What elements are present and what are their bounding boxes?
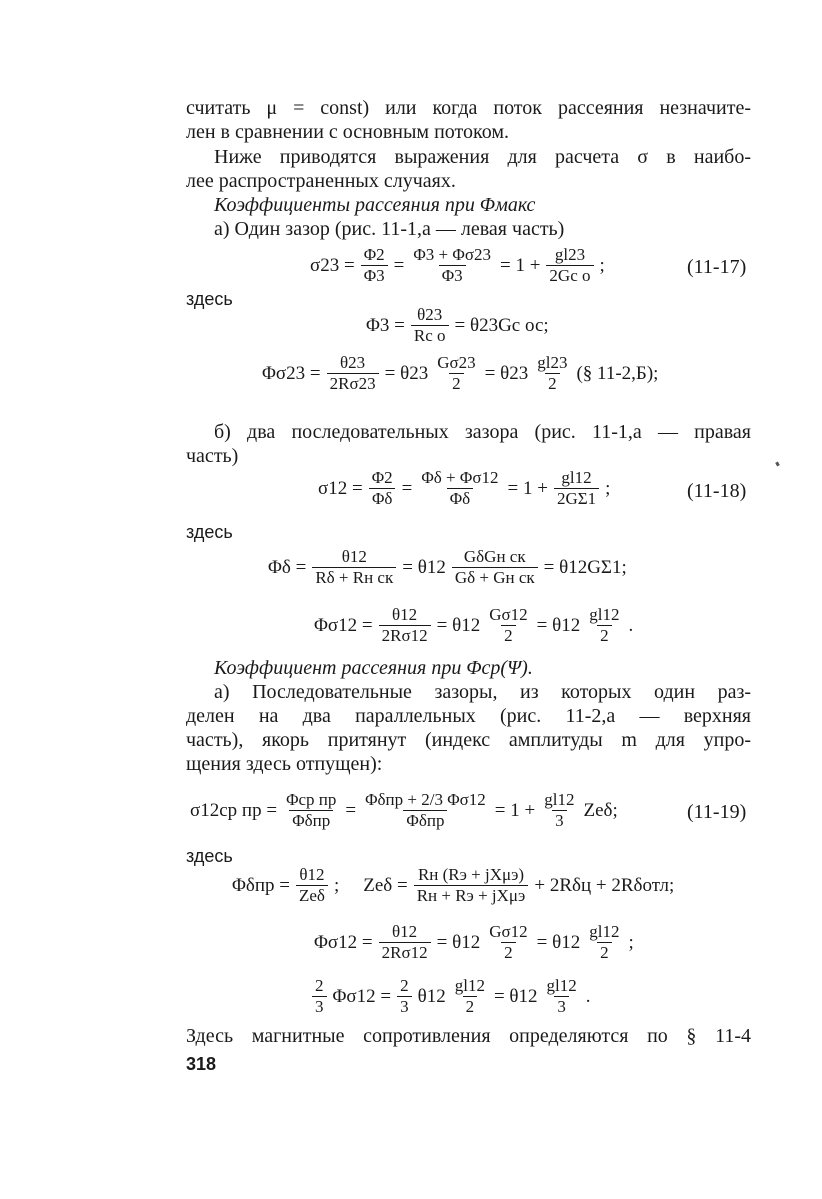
page-number: 318	[186, 1054, 217, 1074]
equation-phi3: Φ3 = $\frac{\theta 23}{\text{Rс о}}$ = θ23Gс ос;	[366, 305, 549, 345]
fraction: $\frac{gl12}{2}$	[589, 605, 620, 645]
fraction: $\frac{\text{Rн (Rэ + jXμэ)}}{\text{Rн + Rэ + jXμэ}}$	[414, 865, 529, 906]
equation-number: (11-19)	[687, 801, 747, 823]
fraction: $\frac{G\sigma 12}{2}$	[489, 605, 528, 645]
paragraph-line: лее распространенных случаях.	[186, 170, 456, 192]
fraction: $\frac{gl23}{\text{2Gс о}}$	[546, 245, 593, 286]
fraction: $\frac{\Phi 2}{\Phi 3}$	[361, 245, 388, 286]
fraction: $\frac{\Phi\delta + \Phi\sigma 12}{\Phi\delta}$	[421, 468, 499, 508]
fraction: $\frac{\text{Φδпр + 2/3 Φσ12}}{\text{Φδпр}}$	[365, 790, 486, 830]
paragraph-line: Здесь магнитные сопротивления определяются по § 11-4	[186, 1025, 751, 1047]
fraction: $\frac{\text{Φср пр}}{\text{Φδпр}}$	[286, 790, 337, 830]
case-label: часть)	[186, 445, 239, 467]
fraction: $\frac{gl12}{3}$	[546, 976, 577, 1016]
fraction: $\frac{\Phi 3 + \Phi\sigma 23}{\Phi 3}$	[413, 245, 491, 285]
fraction: $\frac{\Phi 2}{\Phi\delta}$	[369, 468, 396, 509]
paragraph-line: делен на два параллельных (рис. 11-2,а — верхняя	[186, 705, 751, 727]
equation-11-18: σ12 = $\frac{\Phi 2}{\Phi\delta}$ = $\frac{\Phi\delta + \Phi\sigma 12}{\Phi\delta}$ = 1 + $\frac{gl12}{2G\Sigma 1}$ ;	[318, 468, 611, 508]
fraction: $\frac{gl23}{2}$	[537, 353, 568, 393]
paragraph-line: лен в сравнении с основным потоком.	[186, 121, 509, 143]
section-heading: Коэффициент рассеяния при Φср(Ψ).	[214, 657, 533, 679]
paragraph-line: а) Последовательные зазоры, из которых один раз-	[214, 681, 751, 703]
equation-phi-delta: Φδ = $\frac{\theta 12}{\text{Rδ + Rн ск}}$ = θ12 $\frac{\text{GδGн ск}}{\text{Gδ + Gн ск}}$ = θ12GΣ1;	[268, 547, 627, 587]
fraction: $\frac{\text{GδGн ск}}{\text{Gδ + Gн ск}}$	[452, 547, 538, 588]
stray-mark	[775, 462, 780, 467]
equation-number: (11-18)	[687, 480, 747, 502]
fraction: $\frac{G\sigma 12}{2}$	[489, 922, 528, 962]
equation-two-thirds: $\frac{2}{3}$ Φσ12 = $\frac{2}{3}$ θ12 $\frac{gl12}{2}$ = θ12 $\frac{gl12}{3}$ .	[312, 976, 591, 1017]
equation-phi-delta-pr: Φδпр = $\frac{\theta 12}{\text{Zeδ}}$ ; Zeδ = $\frac{\text{Rн (Rэ + jXμэ)}}{\text{Rн + Rэ + jXμэ}}$ + 2Rδц + 2Rδотл;	[232, 865, 675, 905]
fraction: $\frac{\theta 23}{\text{Rс о}}$	[411, 305, 449, 346]
equation-phi-sigma-12-b: Φσ12 = $\frac{\theta 12}{2R\sigma 12}$ = θ12 $\frac{G\sigma 12}{2}$ = θ12 $\frac{gl12}{2}$ ;	[314, 922, 634, 962]
equation-phi-sigma-12: Φσ12 = $\frac{\theta 12}{2R\sigma 12}$ = θ12 $\frac{G\sigma 12}{2}$ = θ12 $\frac{gl12}{2}$ .	[314, 605, 634, 645]
fraction: $\frac{gl12}{2}$	[454, 976, 485, 1016]
fraction: $\frac{gl12}{2G\Sigma 1}$	[554, 468, 599, 509]
case-label: б) два последовательных зазора (рис. 11-1,а — правая	[214, 421, 751, 443]
fraction: $\frac{gl12}{2}$	[589, 922, 620, 962]
label-zdes: здесь	[186, 289, 233, 309]
paragraph-line: Ниже приводятся выражения для расчета σ в наибо-	[214, 146, 751, 168]
fraction: $\frac{gl12}{3}$	[544, 790, 575, 830]
case-label: а) Один зазор (рис. 11-1,а — левая часть)	[214, 218, 565, 240]
fraction: $\frac{\theta 12}{2R\sigma 12}$	[379, 605, 431, 646]
section-heading: Коэффициенты рассеяния при Φмакс	[214, 194, 536, 216]
equation-11-17: σ23 = $\frac{\Phi 2}{\Phi 3}$ = $\frac{\Phi 3 + \Phi\sigma 23}{\Phi 3}$ = 1 + $\frac{gl23}{\text{2Gс о}}$ ;	[310, 245, 605, 285]
fraction: $\frac{\theta 12}{\text{Rδ + Rн ск}}$	[312, 547, 396, 588]
fraction: $\frac{2}{3}$	[312, 976, 327, 1017]
fraction: $\frac{G\sigma 23}{2}$	[437, 353, 476, 393]
fraction: $\frac{\theta 12}{2R\sigma 12}$	[379, 922, 431, 963]
equation-number: (11-17)	[687, 256, 747, 278]
eq-rhs: = 1 +	[499, 254, 541, 276]
label-zdes: здесь	[186, 846, 233, 866]
eq-lhs: σ23 =	[310, 254, 355, 276]
paragraph-line: считать μ = const) или когда поток рассеяния незначите-	[186, 97, 751, 119]
paragraph-line: часть), якорь притянут (индекс амплитуды m для упро-	[186, 729, 751, 751]
label-zdes: здесь	[186, 522, 233, 542]
equation-phi-sigma-23: Φσ23 = $\frac{\theta 23}{2R\sigma 23}$ = θ23 $\frac{G\sigma 23}{2}$ = θ23 $\frac{gl23}{2}$ (§ 11-2,Б);	[262, 353, 659, 393]
fraction: $\frac{2}{3}$	[397, 976, 412, 1017]
fraction: $\frac{\theta 12}{\text{Zeδ}}$	[296, 865, 328, 906]
paragraph-line: щения здесь отпущен):	[186, 753, 383, 775]
fraction: $\frac{\theta 23}{2R\sigma 23}$	[327, 353, 379, 394]
equation-11-19: σ12ср пр = $\frac{\text{Φср пр}}{\text{Φδпр}}$ = $\frac{\text{Φδпр + 2/3 Φσ12}}{\text{Φδпр}}$ = 1 + $\frac{gl12}{3}$ Zeδ;	[190, 790, 618, 830]
